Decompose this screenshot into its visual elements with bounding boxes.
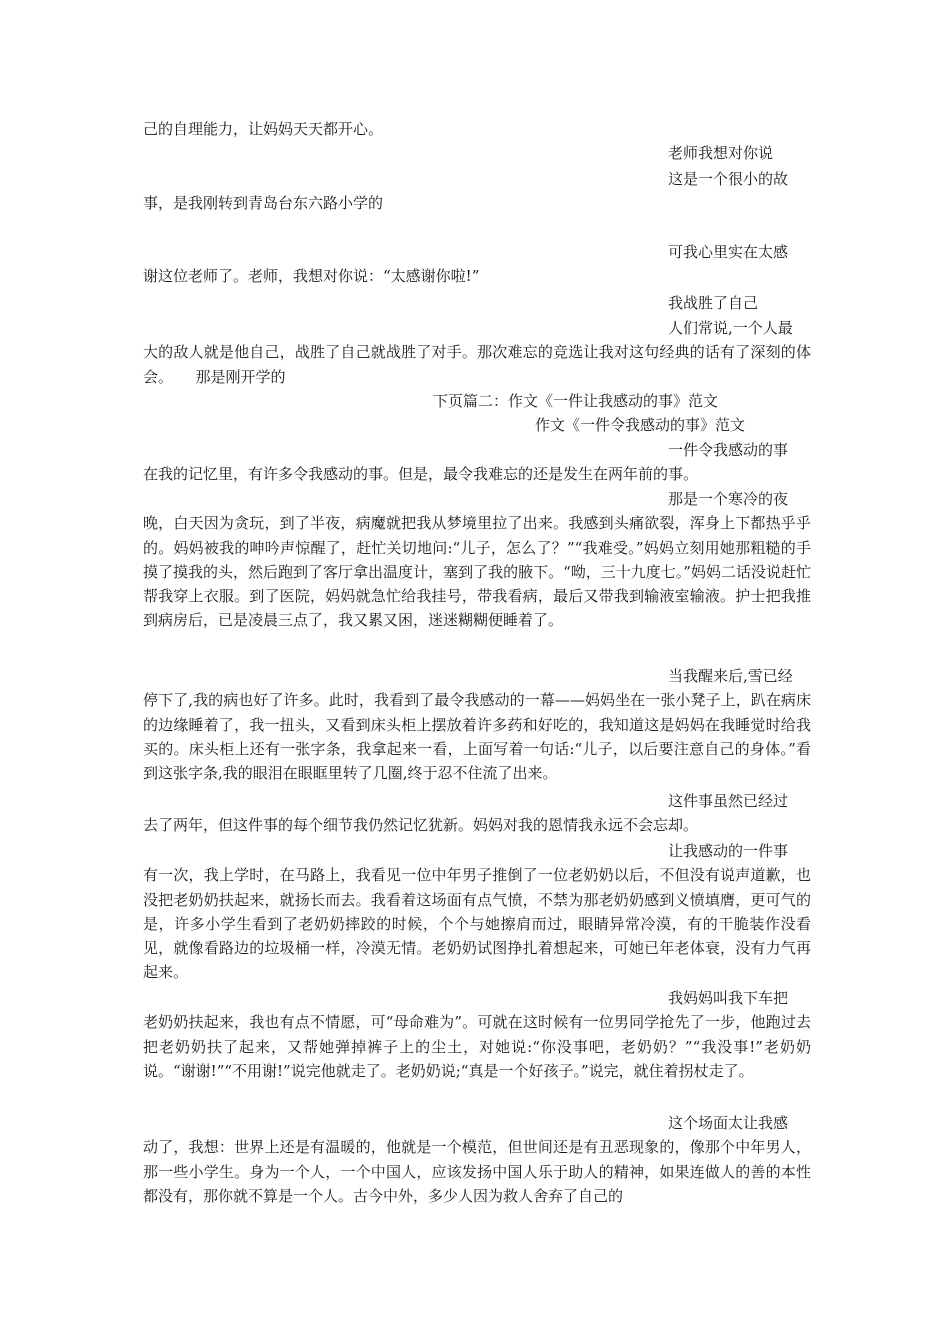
section-title-won: 我战胜了自己 bbox=[668, 294, 759, 312]
paragraph-first-line: 人们常说,一个人最 bbox=[668, 319, 793, 337]
text-line: 己的自理能力，让妈妈天天都开心。 bbox=[143, 120, 384, 138]
paragraph-first-line: 当我醒来后,雪已经 bbox=[668, 667, 793, 685]
paragraph bbox=[143, 789, 811, 838]
paragraph-first-line: 这个场面太让我感 bbox=[668, 1114, 789, 1132]
paragraph-text: 动了，我想：世界上还是有温暖的，他就是一个模范，但世间还是有丑恶现象的，像那个中年男人，那一些小学生。身为一个人，一个中国人，应该发扬中国人乐于助人的精神，如果连做人的善的本性都没有，那你就不算是一个人。古今中外，多少人因为救人舍弃了自己的 bbox=[143, 1138, 811, 1205]
paragraph bbox=[143, 438, 811, 487]
next-page-link[interactable]: 下页篇二：作文《一件让我感动的事》范文 bbox=[433, 392, 719, 410]
paragraph-text: 停下了,我的病也好了许多。此时，我看到了最令我感动的一幕——妈妈坐在一张小凳子上，趴在病床的边缘睡着了，我一扭头，又看到床头柜上摆放着许多药和好吃的，我知道这是妈妈在我睡觉时给我买的。床头柜上还有一张字条，我拿起来一看，上面写着一句话:“儿子，以后要注意自己的身体。”看到这张字条,我的眼泪在眼眶里转了几圈,终于忍不住流了出来。 bbox=[143, 691, 811, 783]
section-title-teacher: 老师我想对你说 bbox=[668, 144, 774, 162]
paragraph-text: 晚，白天因为贪玩，到了半夜，病魔就把我从梦境里拉了出来。我感到头痛欲裂，浑身上下都热乎乎的。妈妈被我的呻吟声惊醒了，赶忙关切地问:“儿子，怎么了？”“我难受。”妈妈立刻用她那粗糙的手摸了摸我的头，然后跑到了客厅拿出温度计，塞到了我的腋下。“呦，三十九度七。”妈妈二话没说赶忙帮我穿上衣服。到了医院，妈妈就急忙给我挂号，带我看病，最后又带我到输液室输液。护士把我推到病房后，已是凌晨三点了，我又累又困，迷迷糊糊便睡着了。 bbox=[143, 514, 811, 630]
paragraph-first-line: 我妈妈叫我下车把 bbox=[668, 989, 789, 1007]
paragraph bbox=[143, 1111, 811, 1208]
paragraph bbox=[143, 487, 811, 633]
paragraph-text: 老奶奶扶起来，我也有点不情愿，可“母命难为”。可就在这时候有一位男同学抢先了一步，他跑过去把老奶奶扶了起来，又帮她弹掉裤子上的尘土，对她说:“你没事吧，老奶奶？”“我没事!”老奶奶说。“谢谢!”“不用谢!”说完他就走了。老奶奶说;“真是一个好孩子。”说完，就住着拐杖走了。 bbox=[143, 1013, 811, 1080]
paragraph-text: 谢这位老师了。老师，我想对你说：“太感谢你啦!” bbox=[143, 267, 480, 286]
paragraph-first-line: 让我感动的一件事 bbox=[668, 842, 789, 860]
paragraph-first-line: 可我心里实在太感 bbox=[668, 243, 789, 261]
paragraph-text: 去了两年，但这件事的每个细节我仍然记忆犹新。妈妈对我的恩情我永远不会忘却。 bbox=[143, 816, 699, 835]
paragraph bbox=[143, 664, 811, 785]
paragraph-text: 大的敌人就是他自己，战胜了自己就战胜了对手。那次难忘的竞选让我对这句经典的话有了深刻的体会。 那是刚开学的 bbox=[143, 343, 811, 386]
paragraph-text: 有一次，我上学时，在马路上，我看见一位中年男子推倒了一位老奶奶以后，不但没有说声道歉，也没把老奶奶扶起来，就扬长而去。我看着这场面有点气愤，不禁为那老奶奶感到义愤填膺，更可气的是，许多小学生看到了老奶奶摔跤的时候，个个与她擦肩而过，眼睛异常冷漠，有的干脆装作没看见，就像看路边的垃圾桶一样，冷漠无情。老奶奶试图挣扎着想起来，可她已年老体衰，没有力气再起来。 bbox=[143, 866, 811, 982]
paragraph bbox=[143, 167, 811, 216]
paragraph bbox=[143, 240, 811, 289]
article-subtitle: 作文《一件令我感动的事》范文 bbox=[535, 416, 746, 434]
paragraph bbox=[143, 316, 811, 389]
paragraph-text: 在我的记忆里，有许多令我感动的事。但是，最令我难忘的还是发生在两年前的事。 bbox=[143, 465, 699, 484]
paragraph-first-line: 这是一个很小的故 bbox=[668, 170, 789, 188]
paragraph-first-line: 那是一个寒冷的夜 bbox=[668, 490, 789, 508]
paragraph bbox=[143, 839, 811, 985]
paragraph-first-line: 这件事虽然已经过 bbox=[668, 792, 789, 810]
paragraph bbox=[143, 986, 811, 1083]
paragraph-first-line: 一件令我感动的事 bbox=[668, 441, 789, 459]
paragraph-text: 事，是我刚转到青岛台东六路小学的 bbox=[143, 194, 384, 213]
